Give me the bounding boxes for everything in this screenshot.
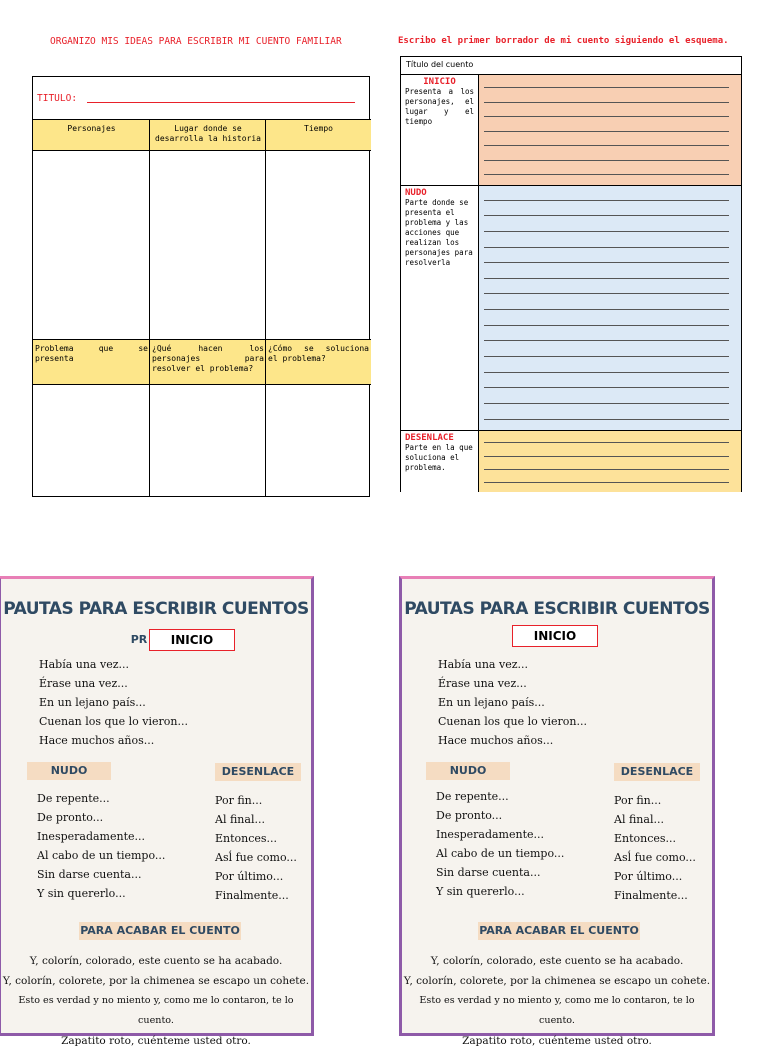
desenlace-desc: Parte en la que soluciona el problema.: [405, 443, 473, 472]
col-header-lugar: Lugar donde se desarrolla la historia: [150, 119, 266, 151]
organizer-heading: ORGANIZO MIS IDEAS PARA ESCRIBIR MI CUENTO FAMILIAR: [50, 36, 342, 47]
acabar-list: [1, 951, 311, 1051]
list-item: Y, colorín, colorete, por la chimenea se escapo un cohete.: [2, 975, 310, 987]
writing-line: [484, 102, 729, 103]
desenlace-title: DESENLACE: [405, 433, 454, 443]
writing-line: [484, 469, 729, 470]
nudo-desc: Parte donde se presenta el problema y las acciones que realizan los personajes para resolverla: [405, 198, 473, 267]
list-item: Hace muchos años...: [438, 734, 554, 747]
column-divider: [265, 119, 266, 496]
inicio-label-box: INICIO: [512, 625, 598, 647]
nudo-list: [436, 787, 564, 901]
list-item: Por último...: [215, 870, 284, 883]
list-item: Por último...: [614, 870, 683, 883]
list-item: Y sin quererlo...: [436, 885, 525, 898]
col-header-personajes: Personajes: [33, 119, 150, 151]
list-item: Entonces...: [614, 832, 677, 845]
writing-line: [484, 200, 729, 201]
nudo-badge: NUDO: [27, 762, 111, 780]
inicio-writing-area[interactable]: [479, 75, 741, 185]
list-item: Y sin quererlo...: [37, 887, 126, 900]
list-item: Al final...: [614, 813, 664, 826]
desenlace-badge: DESENLACE: [614, 763, 700, 781]
list-item: Al final...: [215, 813, 265, 826]
header-problema: Problema que se presenta: [33, 339, 150, 385]
list-item: Cuenan los que lo vieron...: [438, 715, 587, 728]
column-divider: [149, 119, 150, 496]
writing-line: [484, 293, 729, 294]
poster-left: [0, 576, 314, 1047]
idea-organizer-table: [32, 76, 370, 497]
list-item: Por fin...: [215, 794, 263, 807]
list-item: Zapatito roto, cuénteme usted otro.: [61, 1035, 251, 1047]
list-item: Érase una vez...: [438, 677, 527, 690]
draft-heading: Escribo el primer borrador de mi cuento siguiendo el esquema.: [398, 36, 729, 46]
writing-line: [484, 160, 729, 161]
inicio-list: [438, 655, 587, 750]
desenlace-list: [614, 791, 696, 905]
inicio-badge-partial: PR: [130, 633, 148, 646]
inicio-label-cell: [401, 75, 479, 185]
section-inicio: [401, 75, 741, 186]
header-que-hacen: ¿Qué hacen los personajes para resolver el problema?: [150, 339, 266, 385]
writing-line: [484, 356, 729, 357]
poster-title: PAUTAS PARA ESCRIBIR CUENTOS: [3, 599, 309, 619]
writing-line: [484, 482, 729, 483]
list-item: Por fin...: [614, 794, 662, 807]
list-item: Esto es verdad y no miento y, como me lo contaron, te lo cuento.: [419, 995, 695, 1026]
list-item: Inesperadamente...: [37, 830, 145, 843]
title-row: [33, 77, 369, 119]
list-item: Al cabo de un tiempo...: [436, 847, 565, 860]
list-item: Inesperadamente...: [436, 828, 544, 841]
nudo-badge: NUDO: [426, 762, 510, 780]
inicio-list: [39, 655, 188, 750]
writing-line: [484, 442, 729, 443]
writing-line: [484, 87, 729, 88]
desenlace-list: [215, 791, 297, 905]
list-item: Hace muchos años...: [39, 734, 155, 747]
list-item: Asĺ fue como...: [614, 851, 696, 864]
acabar-list: [402, 951, 712, 1051]
writing-line: [484, 419, 729, 420]
inicio-label-box: INICIO: [149, 629, 235, 651]
section-nudo: [401, 186, 741, 431]
desenlace-writing-area[interactable]: [479, 431, 741, 492]
writing-line: [484, 456, 729, 457]
inicio-desc: Presenta a los personajes, el lugar y el tiempo: [405, 87, 474, 126]
writing-line: [484, 403, 729, 404]
writing-line: [484, 174, 729, 175]
desenlace-label-cell: [401, 431, 479, 492]
section-desenlace: [401, 431, 741, 492]
list-item: Esto es verdad y no miento y, como me lo contaron, te lo cuento.: [18, 995, 294, 1026]
writing-line: [484, 262, 729, 263]
header-como-soluciona: ¿Cómo se soluciona el problema?: [266, 339, 371, 385]
title-input-line[interactable]: [87, 102, 355, 103]
list-item: Había una vez...: [438, 658, 528, 671]
list-item: Sin darse cuenta...: [37, 868, 142, 881]
list-item: Había una vez...: [39, 658, 129, 671]
title-label: TITULO:: [37, 93, 78, 104]
story-title-field[interactable]: Título del cuento: [401, 57, 741, 75]
nudo-writing-area[interactable]: [479, 186, 741, 430]
list-item: De repente...: [37, 792, 110, 805]
writing-line: [484, 278, 729, 279]
list-item: Y, colorín, colorado, este cuento se ha acabado.: [29, 955, 283, 967]
writing-line: [484, 145, 729, 146]
writing-line: [484, 131, 729, 132]
writing-line: [484, 372, 729, 373]
writing-line: [484, 387, 729, 388]
acabar-badge: PARA ACABAR EL CUENTO: [478, 922, 640, 940]
list-item: En un lejano país...: [39, 696, 146, 709]
list-item: Érase una vez...: [39, 677, 128, 690]
desenlace-badge: DESENLACE: [215, 763, 301, 781]
list-item: En un lejano país...: [438, 696, 545, 709]
list-item: Sin darse cuenta...: [436, 866, 541, 879]
inicio-title: INICIO: [423, 77, 456, 87]
list-item: De repente...: [436, 790, 509, 803]
writing-line: [484, 116, 729, 117]
list-item: Finalmente...: [215, 889, 289, 902]
draft-table: [400, 56, 742, 492]
writing-line: [484, 231, 729, 232]
nudo-list: [37, 789, 165, 903]
list-item: Y, colorín, colorado, este cuento se ha acabado.: [430, 955, 684, 967]
acabar-badge: PARA ACABAR EL CUENTO: [79, 922, 241, 940]
list-item: De pronto...: [436, 809, 503, 822]
list-item: Entonces...: [215, 832, 278, 845]
nudo-label-cell: [401, 186, 479, 430]
writing-line: [484, 325, 729, 326]
poster-right: [399, 576, 715, 1047]
list-item: Finalmente...: [614, 889, 688, 902]
list-item: Asĺ fue como...: [215, 851, 297, 864]
writing-line: [484, 215, 729, 216]
col-header-tiempo: Tiempo: [266, 119, 371, 151]
writing-line: [484, 340, 729, 341]
list-item: Cuenan los que lo vieron...: [39, 715, 188, 728]
writing-line: [484, 247, 729, 248]
poster-title: PAUTAS PARA ESCRIBIR CUENTOS: [404, 599, 710, 619]
list-item: Y, colorín, colorete, por la chimenea se escapo un cohete.: [403, 975, 711, 987]
list-item: Al cabo de un tiempo...: [37, 849, 166, 862]
writing-line: [484, 309, 729, 310]
nudo-title: NUDO: [405, 188, 427, 198]
list-item: Zapatito roto, cuénteme usted otro.: [462, 1035, 652, 1047]
list-item: De pronto...: [37, 811, 104, 824]
